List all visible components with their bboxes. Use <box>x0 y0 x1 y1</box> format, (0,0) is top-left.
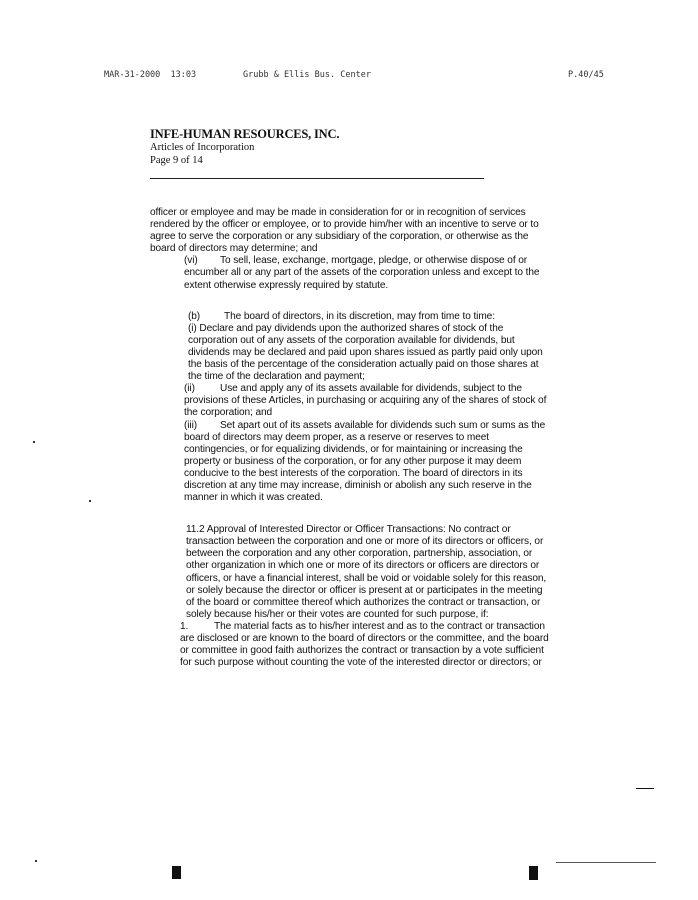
clause-b-label: (b) <box>188 310 201 322</box>
fax-datetime: MAR-31-2000 13:03 <box>104 70 197 80</box>
fax-page: P.40/45 <box>568 70 604 80</box>
fax-registration-mark <box>529 866 538 880</box>
document-header <box>150 127 490 168</box>
subsection-1-text: The material facts as to his/her interest and as to the contract or transaction are disclosed or are known to the board of directors or the committee, and the board or committee in good faith authorizes the contract or transaction by a vote sufficient for such purpose without counting the vote of the interested director or directors; or <box>180 620 549 669</box>
subsection-1 <box>150 621 550 669</box>
section-11-2: 11.2 Approval of Interested Director or Officer Transactions: No contract or transaction between the corporation and one or more of its directors or officers, or between the corporation and any other corporation, partnership, association, or other organization in which one or more of its directors or officers are directors or officers, or have a financial interest, shall be void or voidable solely for this reason, or solely because the director or officer is present at or participates in the meeting of the board or committee thereof which authorizes the contract or transaction, or solely because his/her or their votes are counted for such purpose, if: <box>186 524 547 620</box>
scan-speck <box>35 860 37 862</box>
fax-header <box>0 70 698 84</box>
clause-b-ii <box>150 383 550 419</box>
clause-b-iii-label: (iii) <box>184 419 197 431</box>
clause-vi <box>150 255 550 291</box>
clause-b <box>150 311 550 323</box>
scan-speck <box>33 441 35 443</box>
document-title: Articles of Incorporation <box>150 142 255 154</box>
paragraph-continued: officer or employee and may be made in consideration for or in recognition of services rendered by the officer or employee, or to provide him/her with an incentive to serve or to agree to serve the corporation or any subsidiary of the corporation, or otherwise as the board of directors may determine; and <box>150 207 539 255</box>
fax-sender: Grubb & Ellis Bus. Center <box>243 70 371 80</box>
company-name: INFE-HUMAN RESOURCES, INC. <box>150 127 340 141</box>
document-body <box>150 207 550 669</box>
spacer <box>150 504 550 524</box>
clause-b-ii-text: Use and apply any of its assets available for dividends, subject to the provisions of these Articles, in purchasing or acquiring any of the shares of stock of the corporation; and <box>184 383 547 419</box>
subsection-1-label: 1. <box>180 620 189 632</box>
clause-b-text: The board of directors, in its discretion, may from time to time: <box>224 310 495 322</box>
header-rule <box>150 178 484 179</box>
scan-speck <box>89 500 91 502</box>
clause-vi-label: (vi) <box>184 255 198 267</box>
clause-b-ii-label: (ii) <box>184 383 195 395</box>
margin-mark <box>636 788 654 789</box>
page-info: Page 9 of 14 <box>150 155 203 167</box>
clause-b-iii <box>150 420 550 505</box>
clause-b-iii-text: Set apart out of its assets available for dividends such sum or sums as the board of directors may deem proper, as a reserve or reserves to meet contingencies, or for equalizing dividends, or for maintaining or increasing the property or business of the corporation, or for any other purpose it may deem conducive to the best interests of the corporation. The board of directors in its discretion at any time may increase, diminish or abolish any such reserve in the manner in which it was created. <box>184 419 546 504</box>
margin-mark <box>556 862 656 863</box>
clause-b-i: (i) Declare and pay dividends upon the authorized shares of stock of the corporation out of any assets of the corporation available for dividends, but dividends may be declared and paid upon shares issued as partly paid only upon the basis of the percentage of the consideration actually paid on those shares at the time of the declaration and payment; <box>188 322 543 383</box>
fax-registration-mark <box>172 866 181 879</box>
clause-vi-text: To sell, lease, exchange, mortgage, pledge, or otherwise dispose of or encumber all or any part of the assets of the corporation unless and except to the extent otherwise expressly required by statute. <box>184 255 540 291</box>
spacer <box>150 292 550 311</box>
